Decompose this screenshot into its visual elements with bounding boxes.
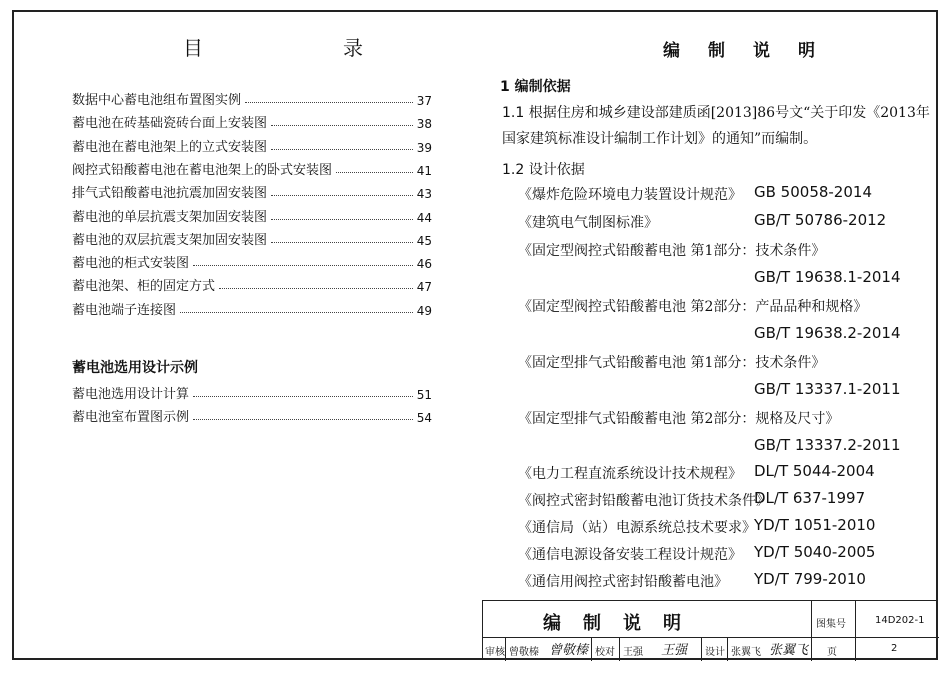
toc-item-title: 蓄电池的柜式安装图: [72, 256, 190, 272]
toc-item-page: 45: [416, 233, 432, 248]
review-label: 审核: [485, 647, 505, 658]
toc-item-title: 蓄电池在砖基础瓷砖台面上安装图: [72, 116, 268, 132]
toc-item-page: 38: [416, 117, 432, 132]
review-name: 曾敬榛: [509, 647, 539, 658]
toc-item-page: 47: [416, 280, 432, 295]
basis-heading: 1 编制依据: [500, 79, 571, 95]
check-name: 王强: [623, 647, 643, 658]
standard-code: GB/T 50786-2012: [754, 211, 887, 229]
standard-code: GB 50058-2014: [754, 183, 872, 201]
toc-item: [72, 251, 432, 271]
standard-name: 《电力工程直流系统设计技术规程》: [518, 466, 742, 482]
toc-leader-dots: [336, 172, 413, 173]
toc-item-page: 39: [416, 140, 432, 155]
para-1-2-number: 1.2: [502, 162, 525, 178]
toc-item-title: 蓄电池的单层抗震支架加固安装图: [72, 209, 268, 225]
toc-item-page: 43: [416, 187, 432, 202]
standard-name: 《阀控式密封铅酸蓄电池订货技术条件》: [518, 493, 770, 509]
toc-item-title: 蓄电池架、柜的固定方式: [72, 279, 216, 295]
toc-item-title: 蓄电池选用设计计算: [72, 387, 190, 402]
standard-name: 《通信电源设备安装工程设计规范》: [518, 547, 742, 563]
standard-name: 《通信局（站）电源系统总技术要求》: [518, 520, 756, 536]
design-signature: 张翼飞: [769, 643, 809, 658]
standard-name: 《固定型排气式铅酸蓄电池 第1部分：技术条件》: [518, 355, 826, 371]
toc-item: [72, 181, 432, 201]
toc-item: [72, 158, 432, 178]
para-1-1-line2: 国家建筑标准设计编制工作计划》的通知”而编制。: [502, 131, 818, 147]
standard-name: 《通信用阀控式密封铅酸蓄电池》: [518, 574, 728, 590]
title-block-title: 编制说明: [543, 613, 703, 634]
standard-name: 《固定型排气式铅酸蓄电池 第2部分：规格及尺寸》: [518, 411, 840, 427]
standard-code: GB/T 13337.2-2011: [754, 436, 901, 454]
title-block: [482, 600, 938, 660]
page-number: 2: [891, 643, 898, 654]
standard-code: GB/T 13337.1-2011: [754, 380, 901, 398]
toc-item-title: 蓄电池室布置图示例: [72, 410, 190, 425]
atlas-number: 14D202-1: [875, 615, 925, 626]
check-signature: 王强: [661, 643, 688, 658]
toc-item: [72, 298, 432, 318]
toc-item: [72, 88, 432, 108]
standard-name: 《固定型阀控式铅酸蓄电池 第1部分：技术条件》: [518, 243, 826, 259]
toc-item: [72, 274, 432, 294]
toc-item-page: 49: [416, 303, 432, 318]
design-label: 设计: [705, 647, 725, 658]
toc-item-page: 51: [416, 388, 432, 402]
toc-leader-dots: [219, 288, 413, 289]
toc-item-title: 蓄电池的双层抗震支架加固安装图: [72, 232, 268, 248]
toc-item-title: 蓄电池在蓄电池架上的立式安装图: [72, 139, 268, 155]
toc-title-left: 目: [183, 36, 203, 60]
page-label: 页: [827, 647, 837, 658]
standard-code: DL/T 5044-2004: [754, 462, 875, 480]
standard-name: 《爆炸危险环境电力装置设计规范》: [518, 187, 742, 203]
toc-item-title: 阀控式铅酸蓄电池在蓄电池架上的卧式安装图: [72, 162, 333, 178]
standard-code: DL/T 637-1997: [754, 489, 866, 507]
standard-code: GB/T 19638.1-2014: [754, 268, 901, 286]
toc-title-right: 录: [343, 36, 363, 60]
toc-leader-dots: [271, 125, 413, 126]
toc-item-page: 41: [416, 163, 432, 178]
toc-leader-dots: [245, 102, 413, 103]
atlas-label: 图集号: [816, 619, 846, 630]
toc-leader-dots: [271, 149, 413, 150]
toc-section2-title: 蓄电池选用设计示例: [72, 360, 198, 376]
toc-leader-dots: [193, 396, 413, 397]
check-label: 校对: [595, 647, 615, 658]
explanation-title: 编制说明: [663, 41, 843, 61]
toc-item: [72, 405, 432, 425]
toc-item-page: 37: [416, 94, 432, 108]
para-1-1-number: 1.1: [502, 105, 525, 121]
toc-item-page: 46: [416, 257, 432, 272]
toc-item: [72, 205, 432, 225]
para-1-1-line1: [502, 102, 930, 122]
design-name: 张翼飞: [731, 647, 761, 658]
toc-item-title: 蓄电池端子连接图: [72, 302, 177, 318]
toc-leader-dots: [193, 419, 413, 420]
toc-leader-dots: [193, 265, 413, 266]
standard-code: GB/T 19638.2-2014: [754, 324, 901, 342]
toc-item-title: 数据中心蓄电池组布置图实例: [72, 93, 242, 108]
toc-item-page: 54: [416, 411, 432, 425]
toc-item: [72, 135, 432, 155]
toc-item-page: 44: [416, 210, 432, 225]
toc-item-title: 排气式铅酸蓄电池抗震加固安装图: [72, 186, 268, 202]
toc-leader-dots: [271, 219, 413, 220]
standard-code: YD/T 5040-2005: [754, 543, 876, 561]
standard-name: 《固定型阀控式铅酸蓄电池 第2部分：产品品种和规格》: [518, 299, 868, 315]
standard-code: YD/T 799-2010: [754, 570, 866, 588]
standard-code: YD/T 1051-2010: [754, 516, 876, 534]
toc-item: [72, 382, 432, 402]
review-signature: 曾敬榛: [549, 643, 589, 658]
para-1-2: [502, 159, 585, 179]
toc-item: [72, 111, 432, 131]
toc-item: [72, 228, 432, 248]
para-1-1-text: 根据住房和城乡建设部建质函[2013]86号文“关于印发《2013年: [528, 105, 930, 121]
para-1-2-title: 设计依据: [528, 162, 585, 178]
standard-name: 《建筑电气制图标准》: [518, 215, 658, 231]
toc-leader-dots: [271, 195, 413, 196]
toc-leader-dots: [180, 312, 413, 313]
toc-leader-dots: [271, 242, 413, 243]
